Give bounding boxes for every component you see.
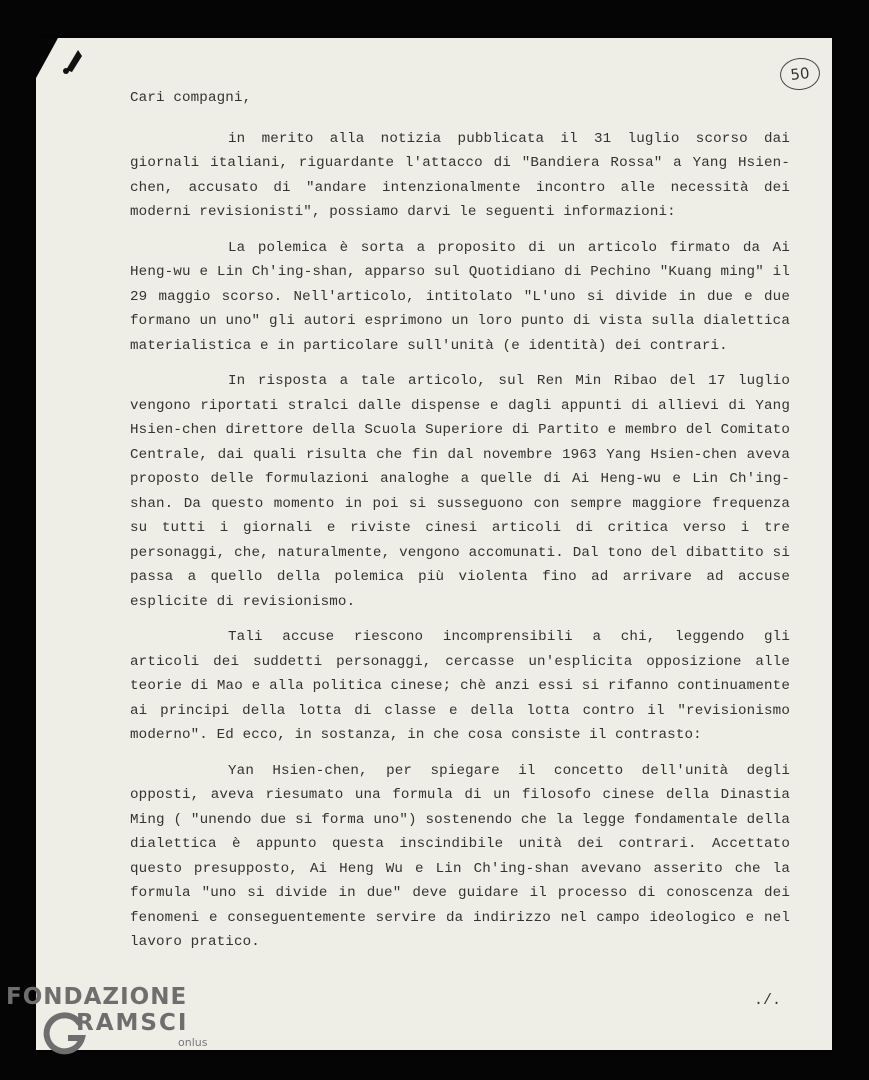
document-page	[36, 38, 832, 1050]
paragraph-4: Tali accuse riescono incomprensibili a chi, leggendo gli articoli dei suddetti personaggi, cercasse un'esplicita opposizione alle teorie di Mao e alla politica cinese; chè anzi essi si rifanno continuamente ai principi della lotta di classe e della lotta contro il "revisionismo moderno". Ed ecco, in sostanza, in che cosa consiste il contrasto:	[130, 629, 790, 743]
paragraph-2: La polemica è sorta a proposito di un articolo firmato da Ai Heng-wu e Lin Ch'ing-shan, apparso sul Quotidiano di Pechino "Kuang ming" il 29 maggio scorso. Nell'articolo, intitolato "L'uno si divide in due e due formano un uno" gli autori esprimono un loro punto di vista sulla dialettica materialistica e in particolare sull'unità (e identità) dei contrari.	[130, 239, 790, 354]
continuation-mark: ./.	[754, 992, 782, 1009]
paperclip-mark-icon	[62, 44, 84, 74]
paragraph-3: In risposta a tale articolo, sul Ren Min Ribao del 17 luglio vengono riportati stralci dalle dispense e dagli appunti di allievi di Yang Hsien-chen direttore della Scuola Superiore di Partito e membro del Comitato Centrale, dai quali risulta che fin dal novembre 1963 Yang Hsien-chen aveva proposto delle formulazioni analoghe a quelle di Ai Heng-wu e Lin Ch'ing-shan. Da questo momento in poi si susseguono con sempre maggiore frequenza su tutti i giornali e riviste cinesi articoli di critica verso i tre personaggi, che, naturalmente, vengono accomunati. Dal tono del dibattito si passa a quello della polemica più violenta fino ad arrivare ad accuse esplicite di revisionismo.	[130, 373, 790, 610]
gramsci-g-logo-icon	[42, 1012, 86, 1056]
watermark-line1: FONDAZIONE	[6, 984, 188, 1010]
paragraph-5: Yan Hsien-chen, per spiegare il concetto dell'unità degli opposti, aveva riesumato una formula di un filosofo cinese della Dinastia Ming ( "unendo due si forma uno") sostenendo che la legge fondamentale della dialettica è appunto questa inscindibile unità dei contrari. Accettato questo presupposto, Ai Heng Wu e Lin Ch'ing-shan avevano asserito che la formula "uno si divide in due" deve guidare il processo di conoscenza dei fenomeni e conseguentemente servire da indirizzo nel campo ideologico e nel lavoro pratico.	[130, 762, 790, 950]
fondazione-gramsci-watermark	[6, 986, 207, 1048]
letter-body	[130, 86, 790, 966]
paragraph-1: in merito alla notizia pubblicata il 31 luglio scorso dai giornali italiani, riguardante l'attacco di "Bandiera Rossa" a Yang Hsien-chen, accusato di "andare intenzionalmente incontro alle necessità dei moderni revisionisti", possiamo darvi le seguenti informazioni:	[130, 130, 790, 220]
salutation: Cari compagni,	[130, 90, 252, 106]
page-number: 50	[789, 64, 811, 84]
watermark-line2: RAMSCI	[76, 1010, 189, 1036]
watermark-sub: onlus	[178, 1036, 208, 1049]
